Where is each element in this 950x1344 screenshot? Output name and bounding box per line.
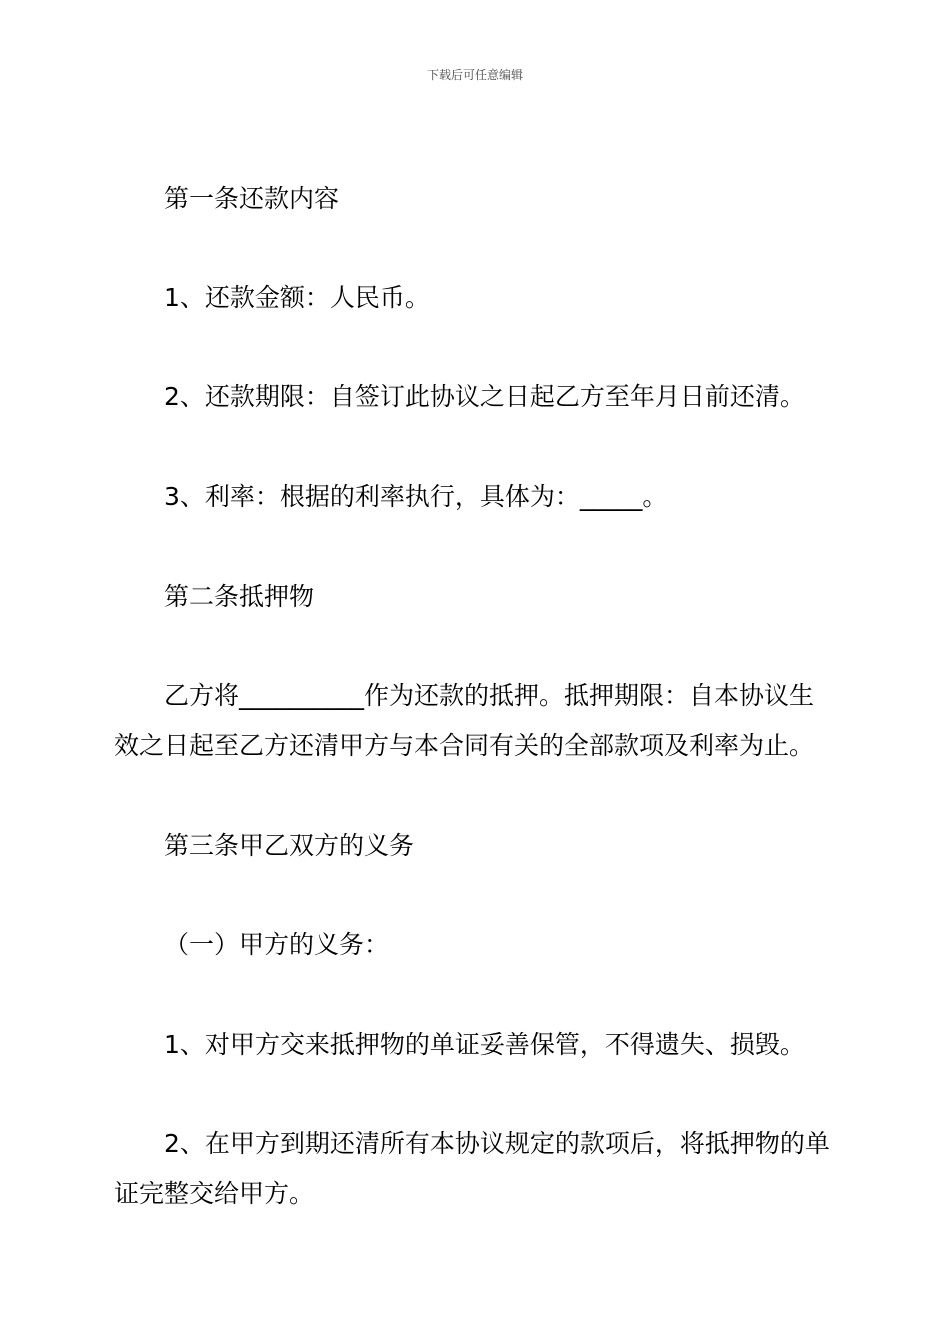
repayment-amount-clause: 1、还款金额：人民币。: [164, 283, 430, 312]
article-1-heading: 第一条还款内容: [164, 184, 340, 213]
repayment-term-clause: 2、还款期限：自签订此协议之日起乙方至年月日前还清。: [164, 382, 805, 411]
party-a-obligations-heading: （一）甲方的义务：: [164, 930, 390, 959]
obligation-1-clause: 1、对甲方交来抵押物的单证妥善保管，不得遗失、损毁。: [164, 1030, 805, 1059]
collateral-clause: 乙方将__________作为还款的抵押。抵押期限：自本协议生效之日起至乙方还清甲方与本合同有关的全部款项及利率为止。: [114, 681, 815, 760]
obligation-2-clause: 2、在甲方到期还清所有本协议规定的款项后，将抵押物的单证完整交给甲方。: [114, 1129, 830, 1208]
article-2-heading: 第二条抵押物: [164, 582, 315, 611]
page-header: 下载后可任意编辑: [426, 68, 523, 82]
interest-rate-clause: 3、利率：根据的利率执行，具体为：_____。: [164, 482, 668, 511]
article-3-heading: 第三条甲乙双方的义务: [164, 831, 415, 860]
